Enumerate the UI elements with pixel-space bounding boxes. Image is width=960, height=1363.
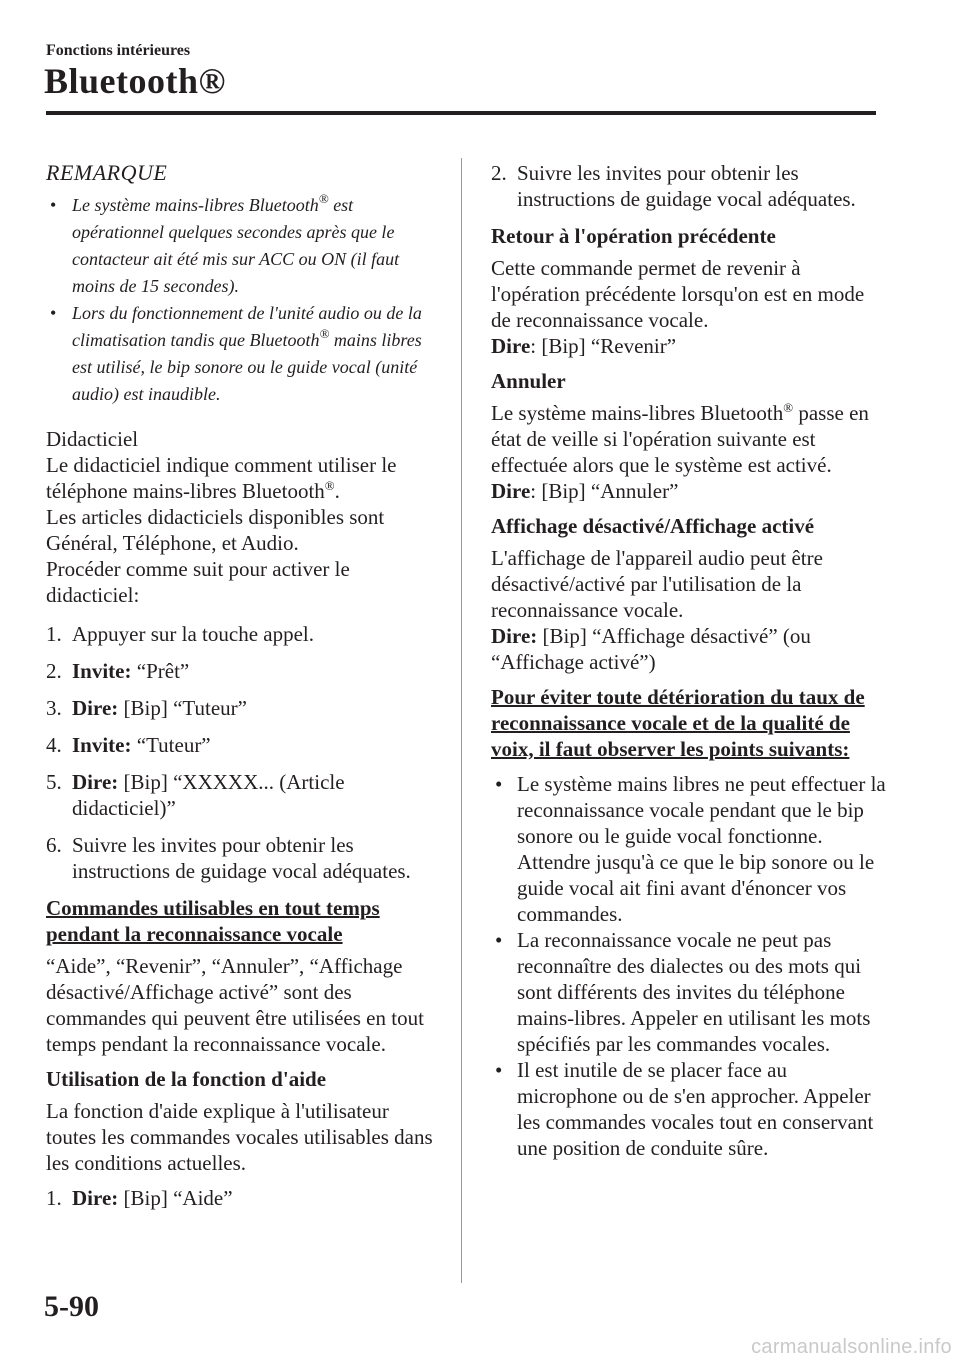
bullet-icon: •: [50, 195, 57, 215]
step-item: 6. Suivre les invites pour obtenir les instructions de guidage vocal adéquates.: [46, 833, 411, 883]
paragraph: Procéder comme suit pour activer le didacticiel:: [46, 557, 350, 607]
left-column: [46, 160, 441, 1222]
page-number: 5-90: [44, 1290, 99, 1323]
say-line: Dire: [Bip] “Affichage désactivé” (ou “Affichage activé”): [491, 624, 811, 674]
paragraph: Le didacticiel indique comment utiliser le téléphone mains-libres Bluetooth®.: [46, 453, 397, 503]
help-steps: [46, 1185, 441, 1211]
paragraph: Le système mains-libres Bluetooth® passe en état de veille si l'opération suivante est effectuée alors que le système est activé.: [491, 400, 869, 477]
column-divider: [461, 158, 462, 1283]
section-heading-cancel: Annuler: [491, 369, 566, 393]
bullet-icon: •: [495, 772, 503, 796]
step-item: 1. Appuyer sur la touche appel.: [46, 622, 315, 646]
step-item: 2. Suivre les invites pour obtenir les instructions de guidage vocal adéquates.: [491, 161, 856, 211]
paragraph: Cette commande permet de revenir à l'opération précédente lorsqu'on est en mode de reconnaissance vocale.: [491, 256, 865, 332]
section-label: Fonctions intérieures: [46, 42, 191, 59]
header-rule: [46, 111, 876, 115]
paragraph: “Aide”, “Revenir”, “Annuler”, “Affichage désactivé/Affichage activé” sont des commandes qui peuvent être utilisées en tout temps pendant la reconnaissance vocale.: [46, 954, 424, 1056]
step-item: 3. Dire: [Bip] “Tuteur”: [46, 696, 247, 720]
note-list: [46, 192, 441, 408]
bullet-icon: •: [495, 1058, 503, 1082]
list-item: • Le système mains libres ne peut effectuer la reconnaissance vocale pendant que le bip sonore ou le guide vocal fonctionne. Attendre jusqu'à ce que le bip sonore ou le guide vocal ait fini avant d'énoncer vos commandes.: [495, 772, 886, 926]
say-line: Dire: [Bip] “Annuler”: [491, 479, 679, 503]
paragraph: Les articles didacticiels disponibles sont Général, Téléphone, et Audio.: [46, 505, 385, 555]
help-steps-continued: [491, 160, 886, 212]
right-column: [491, 160, 886, 1161]
tutorial-steps: [46, 621, 441, 884]
list-item: • Il est inutile de se placer face au microphone ou de s'en approcher. Appeler les commandes vocales tout en conservant une position de conduite sûre.: [495, 1058, 874, 1160]
paragraph: L'affichage de l'appareil audio peut être désactivé/activé par l'utilisation de la reconnaissance vocale.: [491, 546, 823, 622]
section-heading-didacticiel: Didacticiel: [46, 427, 139, 451]
section-heading-display: Affichage désactivé/Affichage activé: [491, 514, 815, 538]
paragraph: La fonction d'aide explique à l'utilisateur toutes les commandes vocales utilisables dans les conditions actuelles.: [46, 1099, 433, 1175]
step-item: 5. Dire: [Bip] “XXXXX... (Article didacticiel)”: [46, 770, 345, 820]
section-heading-back: Retour à l'opération précédente: [491, 224, 776, 248]
list-item: • La reconnaissance vocale ne peut pas reconnaître des dialectes ou des mots qui sont différents des invites du téléphone mains-libres. Appeler en utilisant les mots spécifiés par les commandes vocales.: [495, 928, 871, 1056]
step-item: 1. Dire: [Bip] “Aide”: [46, 1186, 233, 1210]
page-title: Bluetooth®: [44, 61, 226, 101]
note-item: • Lors du fonctionnement de l'unité audio ou de la climatisation tandis que Bluetooth® mains libres est utilisé, le bip sonore ou le guide vocal (unité audio) est inaudible.: [46, 300, 441, 408]
section-heading-quality: Pour éviter toute détérioration du taux de reconnaissance vocale et de la qualité de voix, il faut observer les points suivants:: [491, 685, 865, 761]
say-line: Dire: [Bip] “Revenir”: [491, 334, 677, 358]
note-title: REMARQUE: [46, 160, 168, 185]
note-item: • Le système mains-libres Bluetooth® est opérationnel quelques secondes après que le contacteur ait été mis sur ACC ou ON (il faut moins de 15 secondes).: [50, 191, 400, 296]
bullet-icon: •: [50, 303, 57, 323]
section-heading-help: Utilisation de la fonction d'aide: [46, 1067, 327, 1091]
step-item: 4. Invite: “Tuteur”: [46, 733, 211, 757]
watermark: carmanualsonline.info: [751, 1336, 952, 1358]
quality-list: [491, 771, 886, 1161]
step-item: 2. Invite: “Prêt”: [46, 659, 190, 683]
bullet-icon: •: [495, 928, 503, 952]
section-heading-commands: Commandes utilisables en tout temps pendant la reconnaissance vocale: [46, 896, 380, 946]
